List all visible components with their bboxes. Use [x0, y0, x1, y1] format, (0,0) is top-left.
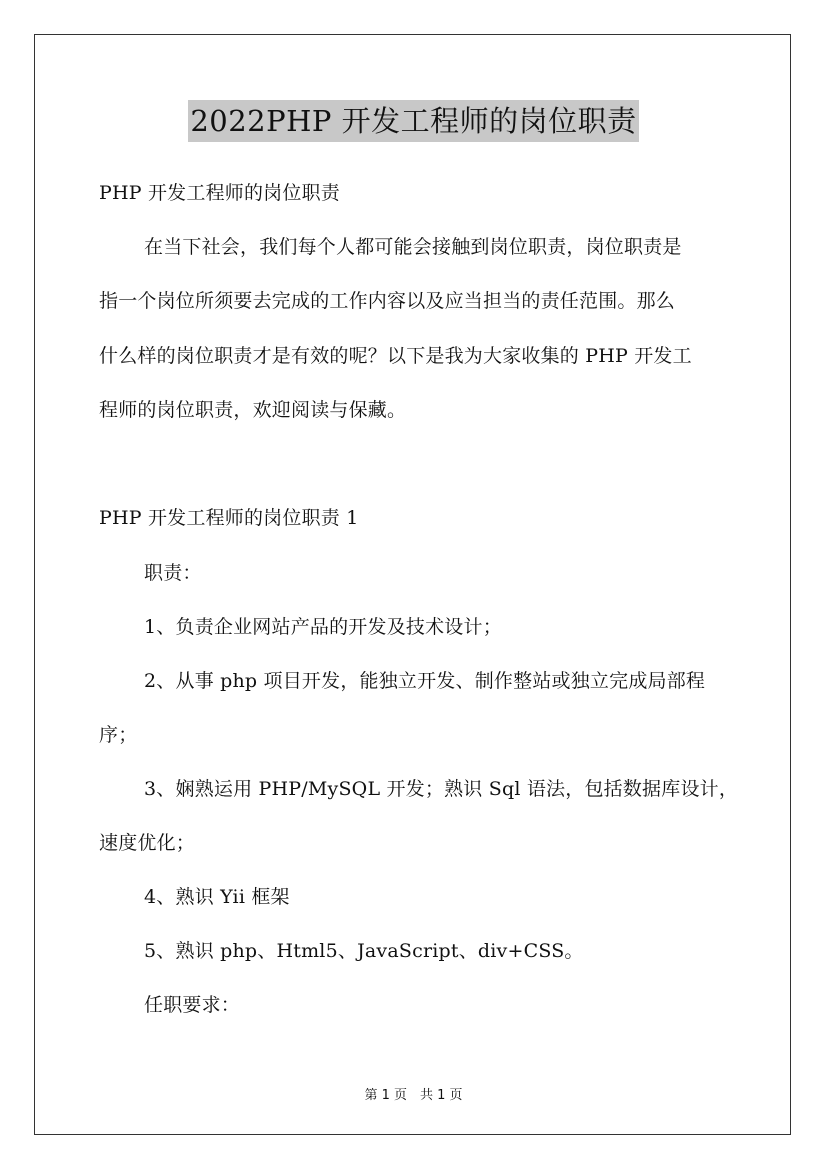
duty-line: 5、熟识 php、Html5、JavaScript、div+CSS。 [144, 940, 584, 962]
intro-line: 程师的岗位职责，欢迎阅读与保藏。 [99, 399, 407, 421]
intro-line: 什么样的岗位职责才是有效的呢？以下是我为大家收集的 PHP 开发工 [99, 345, 692, 367]
title-container [0, 100, 827, 142]
intro-line: 在当下社会，我们每个人都可能会接触到岗位职责，岗位职责是 [144, 236, 682, 258]
duty-line: 1、负责企业网站产品的开发及技术设计； [144, 616, 502, 638]
intro-line: 指一个岗位所须要去完成的工作内容以及应当担当的责任范围。那么 [99, 290, 676, 312]
duty-line: 4、熟识 Yii 框架 [144, 886, 290, 908]
duty-line: 3、娴熟运用 PHP/MySQL 开发；熟识 Sql 语法，包括数据库设计， [144, 778, 739, 800]
subtitle: PHP 开发工程师的岗位职责 [99, 182, 340, 204]
duty-line: 序； [99, 724, 138, 746]
duties-label: 职责： [144, 562, 202, 584]
page-footer: 第 1 页 共 1 页 [364, 1088, 463, 1103]
requirements-label: 任职要求： [144, 994, 241, 1016]
document-title: 2022PHP 开发工程师的岗位职责 [188, 100, 638, 142]
duty-line: 速度优化； [99, 832, 196, 854]
section-heading: PHP 开发工程师的岗位职责 1 [99, 507, 359, 529]
duty-line: 2、从事 php 项目开发，能独立开发、制作整站或独立完成局部程 [144, 670, 706, 692]
